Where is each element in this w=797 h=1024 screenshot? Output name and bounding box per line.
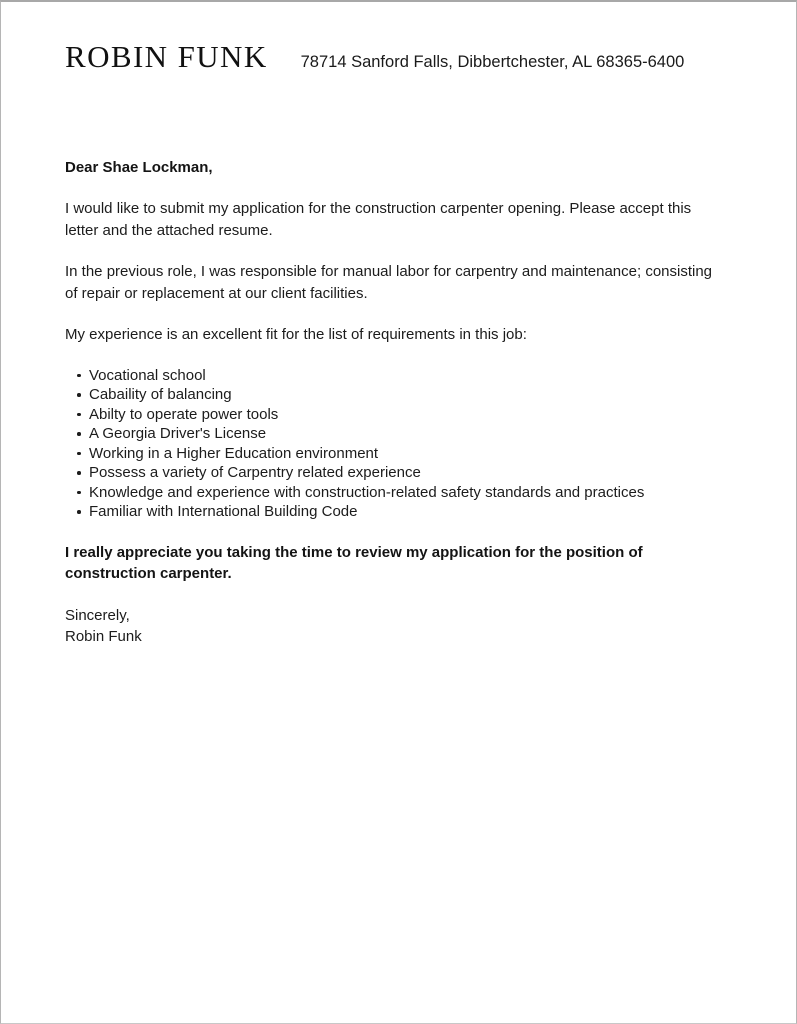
list-item: Working in a Higher Education environment — [65, 444, 723, 464]
list-item: Familiar with International Building Code — [65, 502, 723, 522]
body-paragraph: In the previous role, I was responsible for manual labor for carpentry and maintenance; consisting of repair or replacement at our client facilities. — [65, 263, 713, 302]
list-item: Abilty to operate power tools — [65, 405, 723, 425]
list-item: Knowledge and experience with construction-related safety standards and practices — [65, 483, 723, 503]
letter-body — [65, 157, 723, 648]
list-item: Cabaility of balancing — [65, 385, 723, 405]
body-paragraph: I would like to submit my application for the construction carpenter opening. Please accept this letter and the attached resume. — [65, 200, 692, 239]
list-item: Vocational school — [65, 366, 723, 386]
signature-name: Robin Funk — [65, 628, 142, 645]
valediction: Sincerely, — [65, 606, 130, 624]
closing-statement: I really appreciate you taking the time to review my application for the position of construction carpenter. — [65, 543, 643, 582]
list-item: A Georgia Driver's License — [65, 424, 723, 444]
salutation: Dear Shae Lockman, — [65, 159, 213, 176]
letterhead — [65, 40, 723, 74]
list-item: Possess a variety of Carpentry related experience — [65, 463, 723, 483]
requirements-list — [65, 366, 723, 522]
body-paragraph: My experience is an excellent fit for the list of requirements in this job: — [65, 326, 527, 343]
sender-address: 78714 Sanford Falls, Dibbertchester, AL 68365-6400 — [300, 53, 685, 71]
sender-name: ROBIN FUNK — [65, 39, 268, 74]
signature-block — [65, 605, 723, 648]
